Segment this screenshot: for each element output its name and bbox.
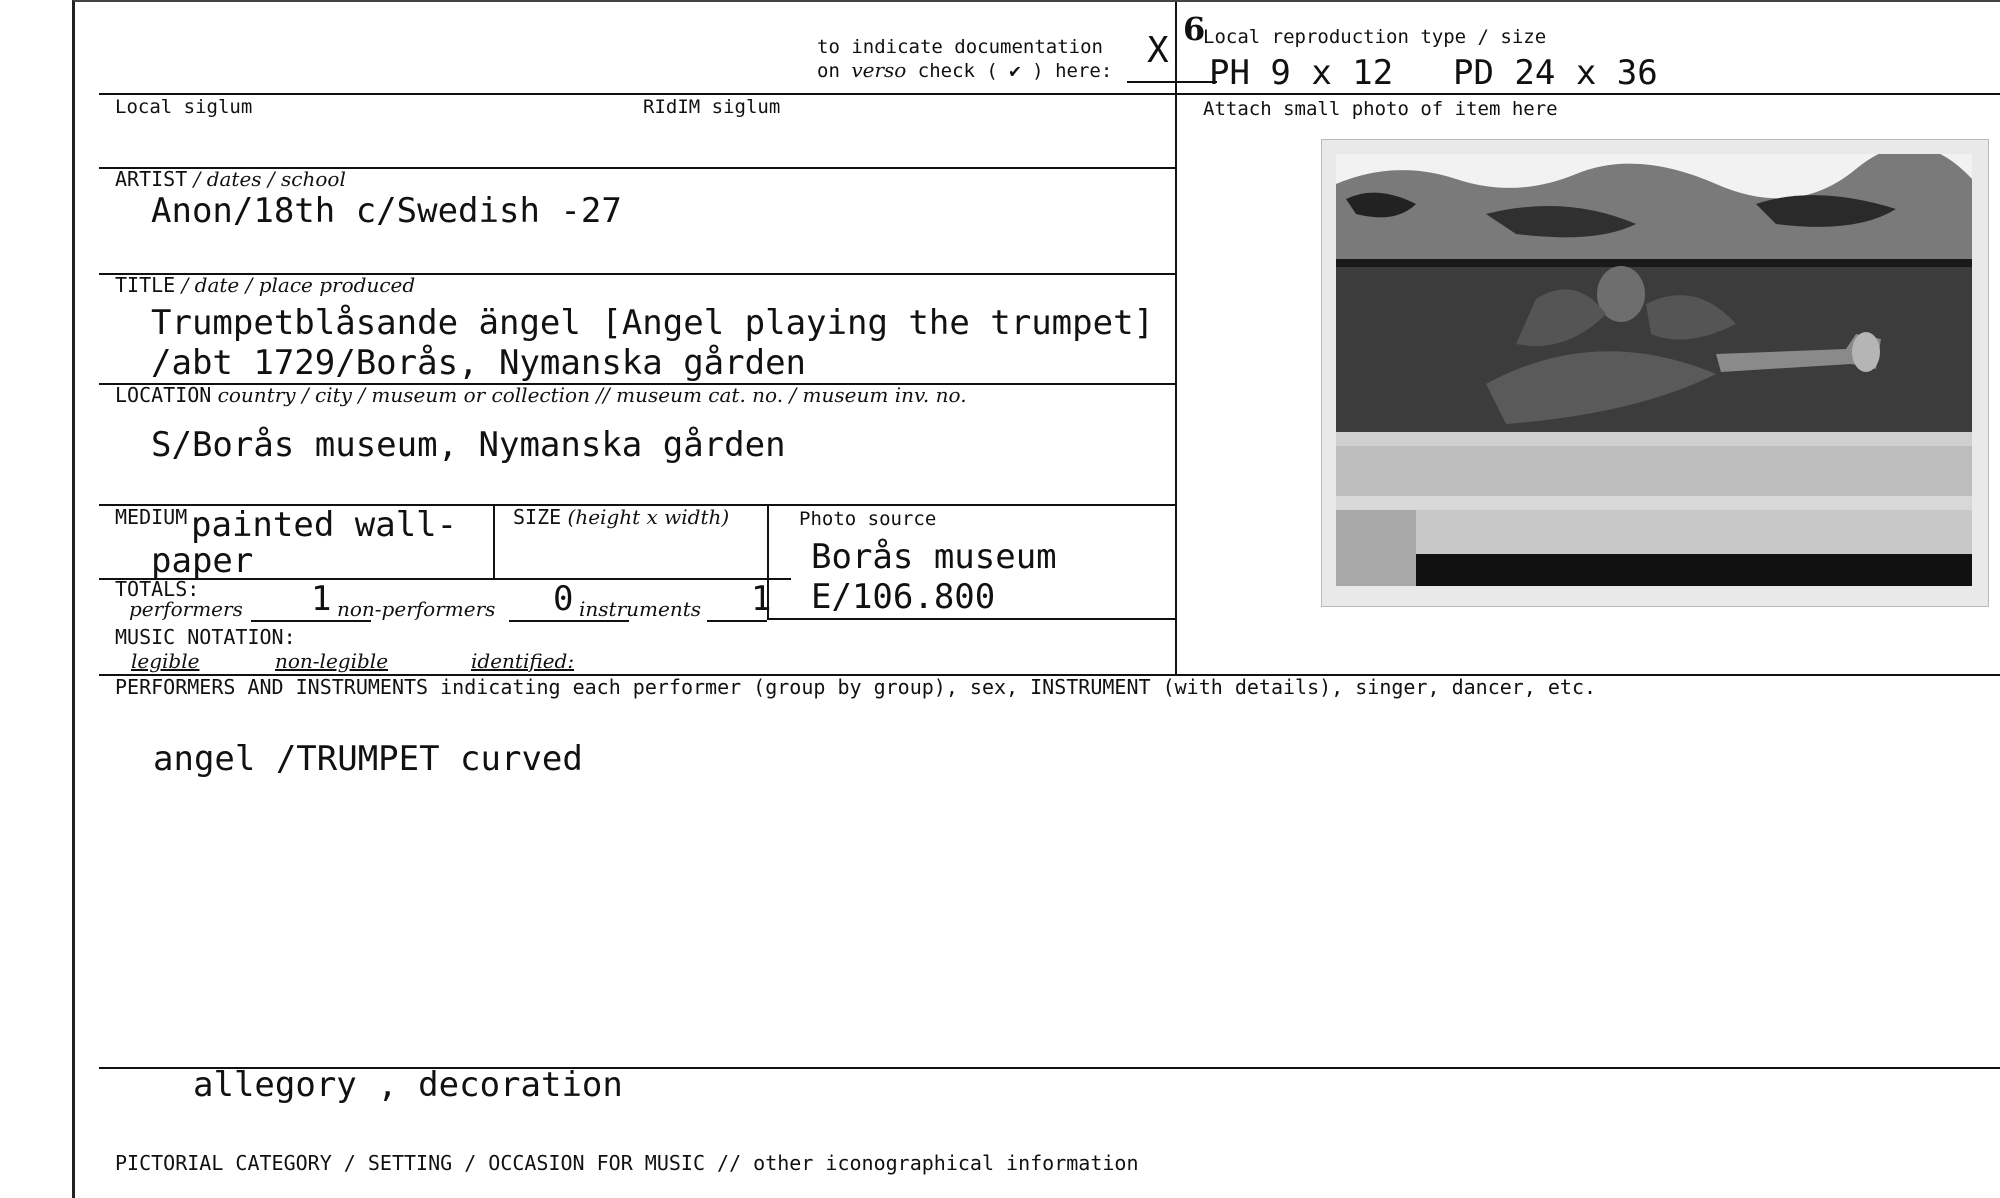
reproduction-pd: PD 24 x 36 [1453,53,1658,93]
instruments-count-line [707,620,767,622]
verso-instruction-line2: on verso check ( ✔ ) here: [817,58,1113,82]
rule-medium-size [493,504,495,578]
location-value: S/Borås museum, Nymanska gården [151,425,786,465]
totals-label: TOTALS: [115,577,200,601]
performers-count-label: performers [129,597,243,621]
notation-identified: identified: [471,649,575,673]
instruments-count-value: 1 [751,579,772,619]
reproduction-number-mark: 6 [1183,10,1206,48]
performers-count-value: 1 [311,579,332,619]
location-label: LOCATION country / city / museum or collection // museum cat. no. / museum inv. no. [115,383,967,407]
rule-top [99,93,2000,95]
ridim-siglum-label: RIdIM siglum [643,96,781,118]
title-line2: /abt 1729/Borås, Nymanska gården [151,343,807,383]
notation-nonlegible: non-legible [275,649,389,673]
title-label: TITLE / date / place produced [115,273,416,297]
column-divider [1175,2,1177,676]
medium-label: MEDIUM [115,505,188,529]
attach-photo-label: Attach small photo of item here [1203,98,1558,120]
category-value: allegory , decoration [193,1065,623,1105]
rule-photo-source [767,618,1175,620]
reproduction-ph: PH 9 x 12 [1209,53,1394,93]
title-line1: Trumpetblåsande ängel [Angel playing the trumpet] [151,303,1155,343]
verso-instruction-line1: to indicate documentation [817,36,1103,58]
category-label: PICTORIAL CATEGORY / SETTING / OCCASION FOR MUSIC // other iconographical information [115,1151,1139,1175]
local-siglum-label: Local siglum [115,96,253,118]
verso-check-line [1127,81,1217,83]
ridim-index-card [72,0,2000,1198]
size-label: SIZE (height x width) [513,505,730,529]
notation-legible: legible [131,649,200,673]
painted-angel-photo [1336,154,1972,586]
photo-source-line1: Borås museum [811,537,1057,577]
artist-label: ARTIST / dates / school [115,167,346,191]
nonperformers-count-value: 0 [553,579,574,619]
medium-line1: painted wall- [191,505,458,545]
photo-source-line2: E/106.800 [811,577,996,617]
performers-label: PERFORMERS AND INSTRUMENTS indicating each performer (group by group), sex, INSTRUMENT (with details), singer, dancer, etc. [115,675,1597,699]
performers-value: angel /TRUMPET curved [153,739,583,779]
verso-check-mark: X [1147,30,1169,71]
medium-line2: paper [151,541,254,581]
photo-source-label: Photo source [799,508,937,530]
music-notation-label: MUSIC NOTATION: [115,625,296,649]
reproduction-label: Local reproduction type / size [1203,26,1547,48]
item-photo [1321,139,1989,607]
nonperformers-count-label: non-performers [337,597,496,621]
artist-value: Anon/18th c/Swedish -27 [151,191,622,231]
instruments-count-label: instruments [579,597,702,621]
